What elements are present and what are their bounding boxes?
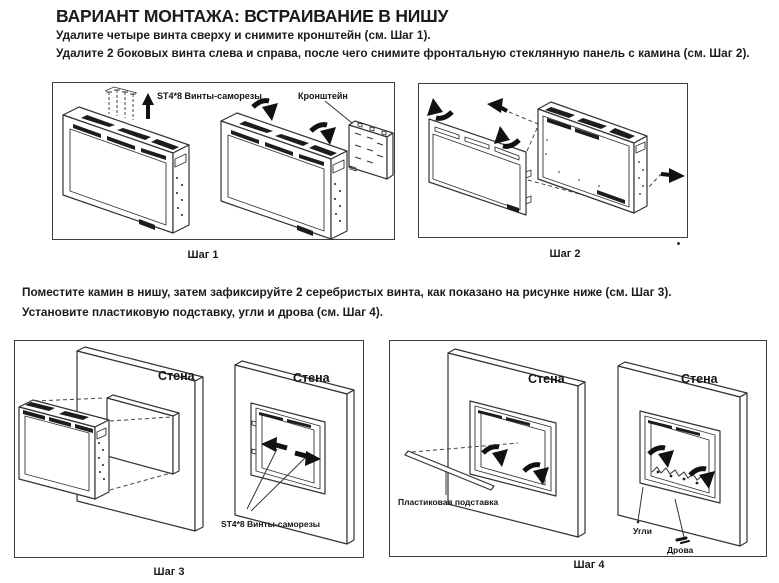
hook-arrow-icon <box>253 101 278 121</box>
glass-front-panel <box>429 119 531 215</box>
instruction-line-1: Удалите четыре винта сверху и снимите кронштейн (см. Шаг 1). <box>56 28 431 42</box>
logs-icon <box>677 538 689 543</box>
bracket-label: Кронштейн <box>298 91 348 101</box>
wall-label-right: Стена <box>681 372 718 386</box>
logs-label: Дрова <box>667 545 694 555</box>
screws-label: ST4*8 Винты-саморезы <box>221 519 321 529</box>
top-screws-dashed <box>105 87 137 120</box>
instruction-line-4: Установите пластиковую подставку, угли и дрова (см. Шаг 4). <box>22 305 384 319</box>
bracket-plate <box>349 121 393 179</box>
arrow-left-up-icon <box>487 98 507 113</box>
coals-label: Угли <box>633 526 652 536</box>
instruction-line-2: Удалите 2 боковых винта слева и справа, после чего снимите фронтальную стеклянную панель с камина (см. Шаг 2). <box>56 46 750 60</box>
arrow-up-icon <box>142 93 154 119</box>
step1-caption: Шаг 1 <box>187 249 219 261</box>
step2-panel <box>418 83 688 238</box>
wall-label-right: Стена <box>293 371 330 385</box>
step4-diagram <box>390 341 766 556</box>
dashed-line <box>509 112 538 124</box>
step1-panel <box>52 82 395 240</box>
instruction-line-3: Поместите камин в нишу, затем зафиксируйте 2 серебристых винта, как показано на рисунке ниже (см. Шаг 3). <box>22 285 672 299</box>
dashed-line <box>527 126 538 151</box>
step2-caption: Шаг 2 <box>549 248 581 260</box>
hook-arrow-icon <box>427 98 452 118</box>
wall-label-left: Стена <box>158 369 195 383</box>
step2-diagram <box>419 84 687 237</box>
arrow-right-icon <box>661 168 685 183</box>
bracket-pointer-line <box>325 101 352 123</box>
step1-diagram <box>53 83 394 239</box>
fireplace-body <box>538 102 647 213</box>
step4-caption: Шаг 4 <box>573 559 605 571</box>
pointer-dot <box>637 521 640 524</box>
plastic-stand-label: Пластиковая подставка <box>398 497 499 507</box>
step4-panel <box>389 340 767 557</box>
fireplace-unit-left <box>63 107 189 233</box>
step3-caption: Шаг 3 <box>153 566 185 578</box>
screws-label: ST4*8 Винты-саморезы <box>157 91 262 101</box>
step3-diagram <box>15 341 363 557</box>
stray-dot <box>677 242 680 245</box>
step3-panel <box>14 340 364 558</box>
wall-label-left: Стена <box>528 372 565 386</box>
page-title: ВАРИАНТ МОНТАЖА: ВСТРАИВАНИЕ В НИШУ <box>56 6 449 26</box>
